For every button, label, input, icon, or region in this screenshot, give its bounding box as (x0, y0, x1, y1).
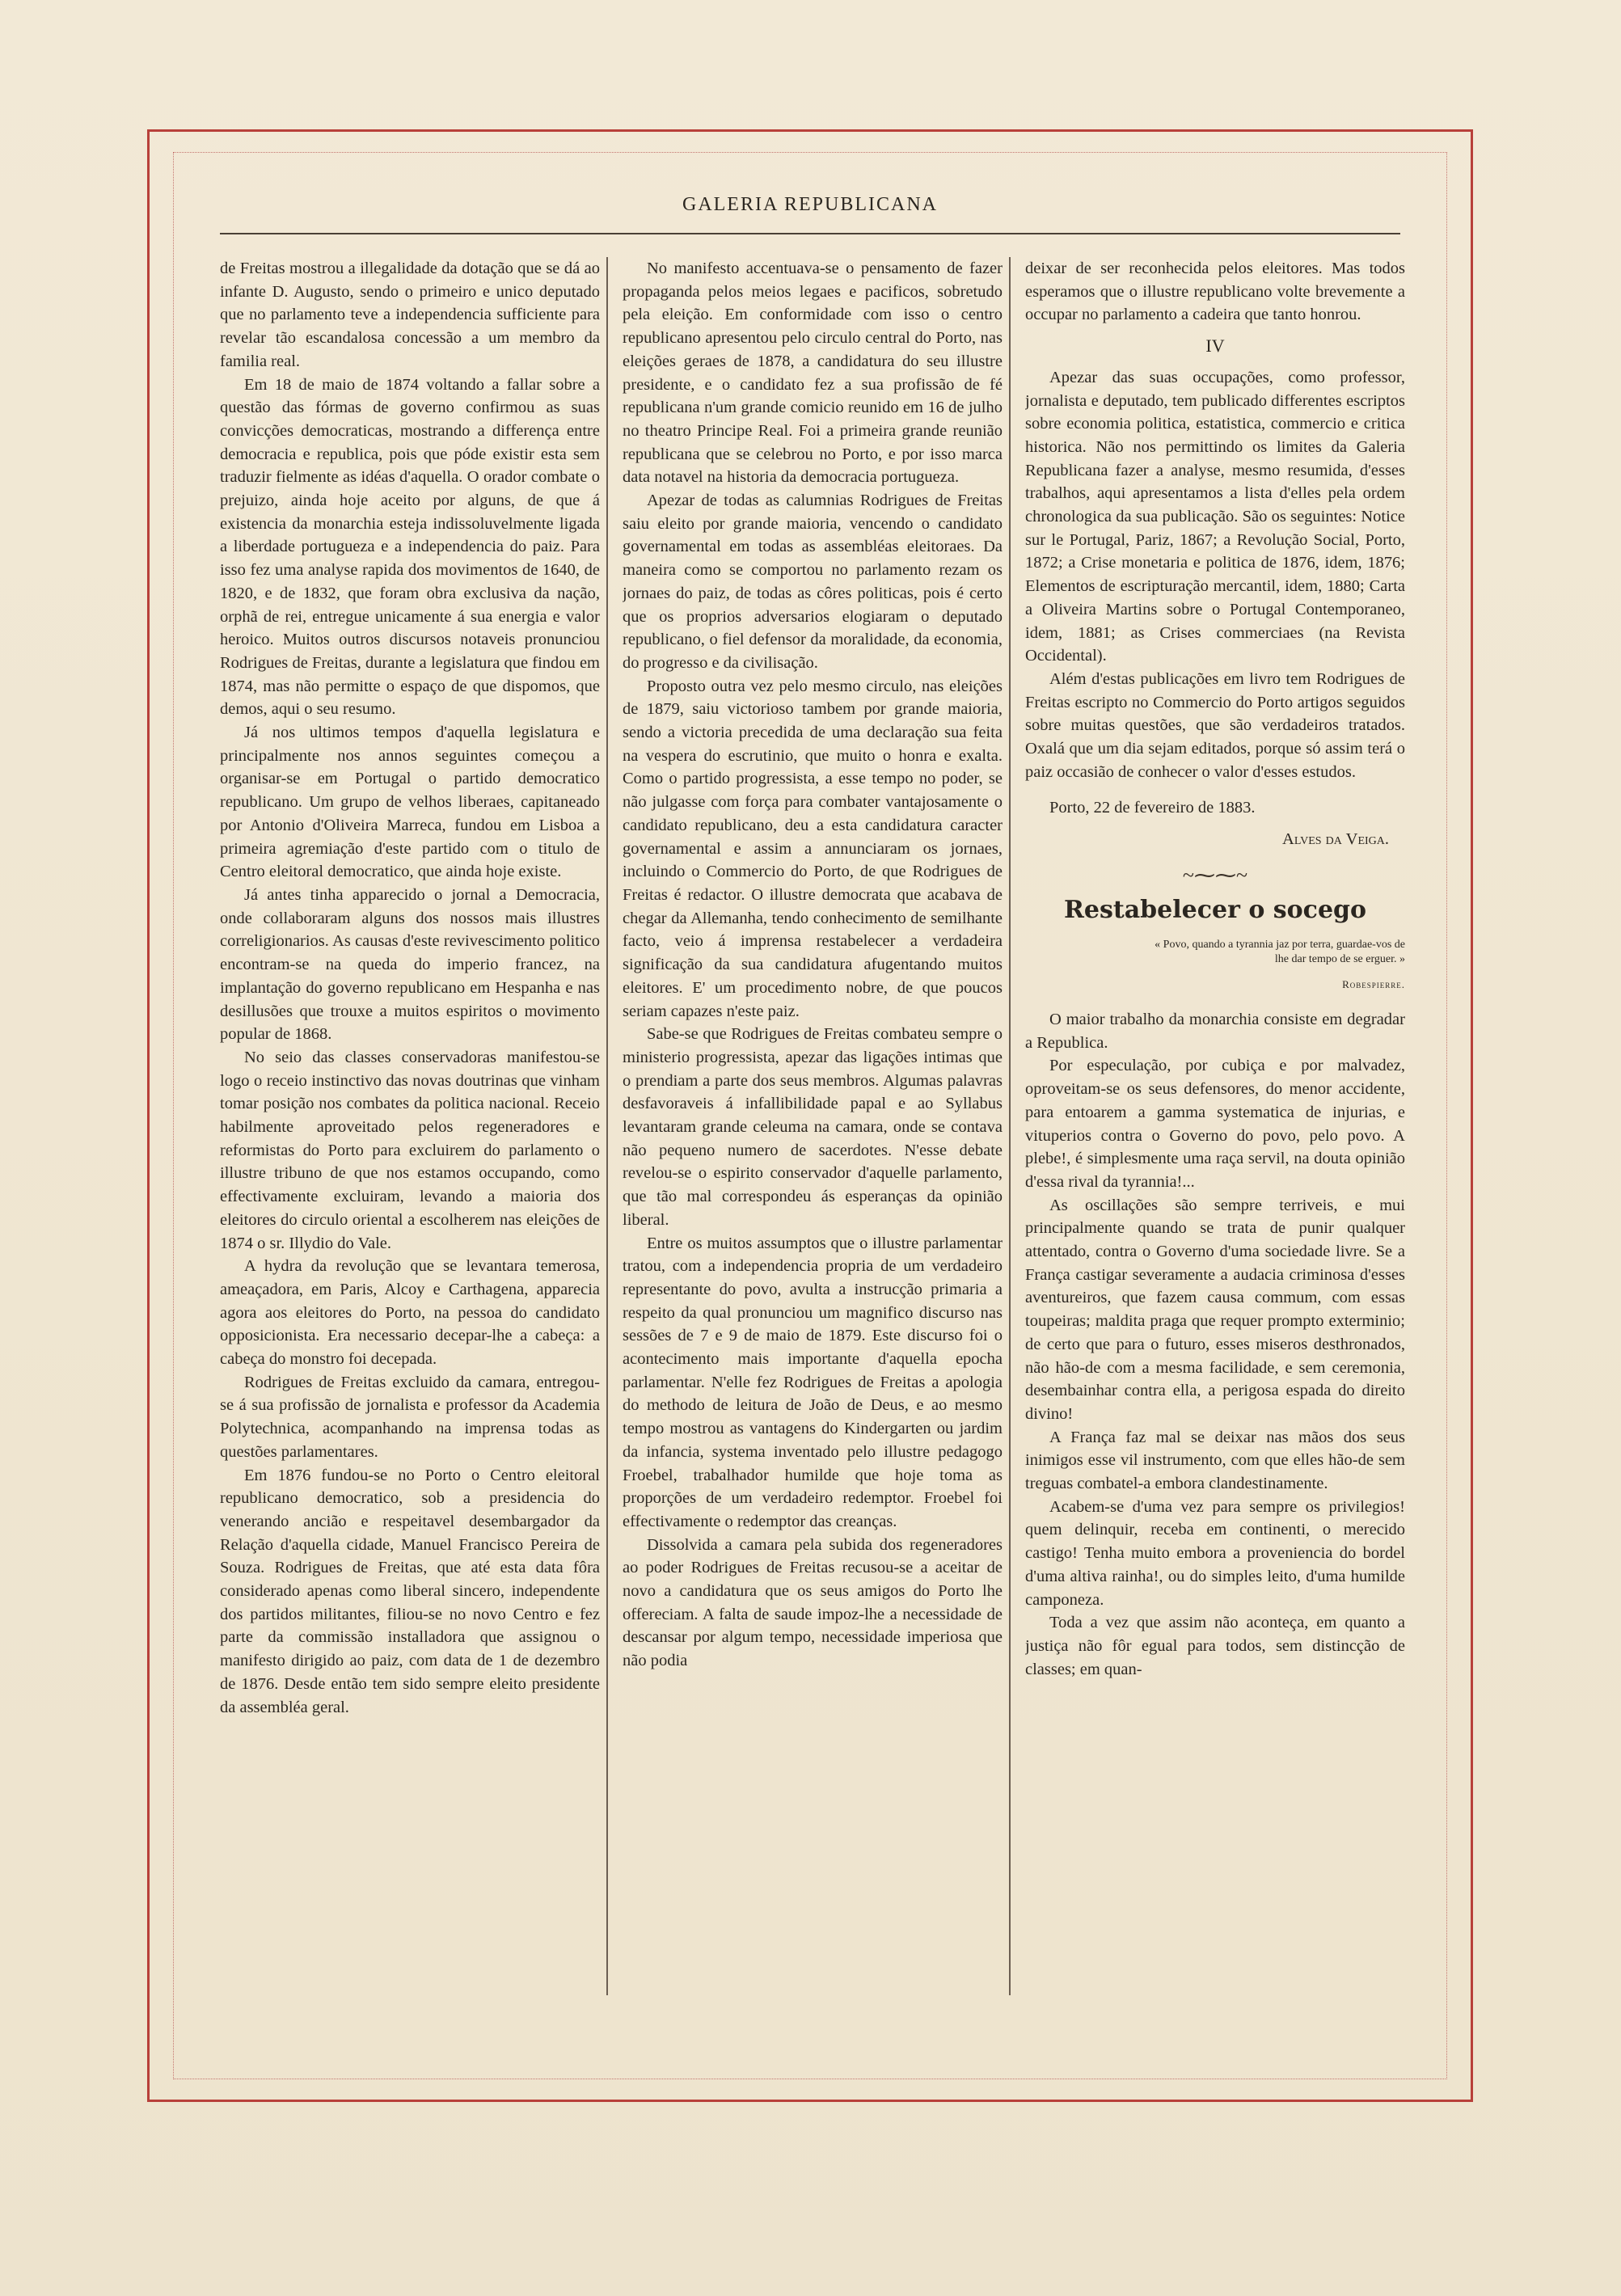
dateline: Porto, 22 de fevereiro de 1883. (1049, 799, 1256, 817)
paragraph: Por especulação, por cubiça e por malvadez, oproveitam-se os seus defensores, do menor accidente, para entoarem a gamma systematica de injurias, e vituperios contra o Governo do povo, pelo povo. A plebe!, é simplesmente uma raça servil, na douta opinião d'essa rival da tyrannia!... (1025, 1057, 1405, 1191)
paragraph: Rodrigues de Freitas excluido da camara, entregou-se á sua profissão de jornalista e professor da Academia Polytechnica, acompanhando na imprensa todas as questões parlamentares. (220, 1373, 600, 1461)
paragraph: No manifesto accentuava-se o pensamento de fazer propaganda pelos meios legaes e pacificos, sobretudo pela eleição. Em conformidade com isso o centro republicano apresentou pelo circulo central do Porto, nas eleições geraes de 1878, a candidatura do seu illustre presidente, e o candidato fez a sua profissão de fé republicana n'um grande comicio reunido em 16 de julho no theatro Principe Real. Foi a primeira grande reunião republicana que se celebrou no Porto, e por isso marca data notavel na historia da democracia portugueza. (623, 260, 1003, 487)
paragraph: No seio das classes conservadoras manifestou-se logo o receio instinctivo das novas doutrinas que vinham tomar posição nos combates da politica nacional. Receio habilmente aproveitado pelos regeneradores e reformistas do Porto para excluirem do parlamento o illustre tribuno de que nos estamos occupando, como effectivamente excluiram, levando a maioria dos eleitores do circulo oriental a escolherem nas eleições de 1874 o sr. Illydio do Vale. (220, 1048, 600, 1252)
paragraph: Sabe-se que Rodrigues de Freitas combateu sempre o ministerio progressista, apezar das ligações intimas que o prendiam a parte dos seus membros. Algumas palavras desfavoraveis á infallibilidade papal e ao Syllabus levantaram grande celeuma na camara, onde se contava não pequeno numero de sacerdotes. N'esse debate revelou-se o espirito conservador d'aquelle parlamento, que tão mal correspondeu ás esperanças da opinião liberal. (623, 1025, 1003, 1229)
paragraph: de Freitas mostrou a illegalidade da dotação que se dá ao infante D. Augusto, sendo o primeiro e unico deputado que no parlamento teve a independencia sufficiente para revelar tão escandalosa concessão a um membro da familia real. (220, 260, 600, 370)
paragraph: Já nos ultimos tempos d'aquella legislatura e principalmente nos annos seguintes começou a organisar-se em Portugal o partido democratico republicano. Um grupo de velhos liberaes, capitaneado por Antonio d'Oliveira Marreca, fundou em Lisboa a primeira agremiação d'este partido com o titulo de Centro eleitoral democratico, que ainda hoje existe. (220, 724, 600, 881)
paragraph: Em 18 de maio de 1874 voltando a fallar sobre a questão das fórmas de governo confirmou as suas convicções democraticas, mostrando a differença entre democracia e republica, pois que póde existir esta sem traduzir fielmente as idéas d'aquella. O orador combate o prejuizo, ainda hoje aceito por alguns, de que á existencia da monarchia esteja indissoluvelmente ligada a liberdade portugueza e a independencia do paiz. Para isso fez uma analyse rapida dos movimentos de 1640, de 1820, e de 1832, que foram obra exclusiva da nação, orphã de rei, entregue unicamente á sua energia e valor heroico. Muitos outros discursos notaveis pronunciou Rodrigues de Freitas, durante a legislatura que findou em 1874, mas não permitte o espaço de que dispomos, que demos, aqui o seu resumo. (220, 375, 600, 719)
paragraph: As oscillações são sempre terriveis, e mui principalmente quando se trata de punir qualquer attentado, contra o Governo d'uma sociedade livre. Se a França castigar severamente a audacia criminosa d'esses aventureiros, que fazem causa commum, com essas toupeiras; maldita praga que requer prompto exterminio; de certo que para o futuro, esses miseros desthronados, não hão-de com a mesma facilidade, e sem ceremonia, desembainhar contra ella, a perigosa espada do direito divino! (1025, 1196, 1405, 1423)
paragraph: Em 1876 fundou-se no Porto o Centro eleitoral republicano democratico, sob a presidencia do venerando ancião e respeitavel desembargador da Relação d'aquella cidade, Manuel Francisco Pereira de Souza. Rodrigues de Freitas, que até esta data fôra considerado apenas como liberal sincero, independente dos partidos militantes, filiou-se no novo Centro e fez parte da commissão installadora que assignou o manifesto dirigido ao paiz, com data de 1 de dezembro de 1876. Desde então tem sido sempre eleito presidente da assembléa geral. (220, 1466, 600, 1716)
epigraph: « Povo, quando a tyrannia jaz por terra, guardae-vos de lhe dar tempo de se erguer. » (1155, 939, 1405, 966)
column-divider (606, 257, 608, 1995)
column-1 (220, 257, 600, 1995)
paragraph: Apezar de todas as calumnias Rodrigues de Freitas saiu eleito por grande maioria, vencendo o candidato governamental em todas as assembléas eleitoraes. Da maneira como se comportou no parlamento rezam os jornaes do paiz, de todas as côres politicas, pois é certo que os proprios adversarios elogiaram o deputado republicano, o fiel defensor da moralidade, da economia, do progresso e da civilisação. (623, 492, 1003, 672)
paragraph: Acabem-se d'uma vez para sempre os privilegios! quem delinquir, receba em continenti, o merecido castigo! Tenha muito embora a proveniencia do bordel d'uma altiva rainha!, ou do simples leito, d'uma humilde camponeza. (1025, 1497, 1405, 1609)
paragraph: Toda a vez que assim não aconteça, em quanto a justiça não fôr egual para todos, sem distincção de classes; em quan- (1025, 1614, 1405, 1678)
paragraph: O maior trabalho da monarchia consiste em degradar a Republica. (1025, 1010, 1405, 1052)
article-title: Restabelecer o socego (1063, 895, 1367, 924)
column-2 (623, 257, 1003, 1995)
paragraph: deixar de ser reconhecida pelos eleitores. Mas todos esperamos que o illustre republicano volte brevemente a occupar no parlamento a cadeira que tanto honrou. (1025, 260, 1405, 324)
ornament-divider: ~⁓⁓~ (1182, 863, 1248, 887)
paragraph: Apezar das suas occupações, como professor, jornalista e deputado, tem publicado differentes escriptos sobre economia politica, estatistica, commercio e critica historica. Não nos permittindo os limites da Galeria Republicana fazer a analyse, mesmo resumida, d'esses trabalhos, aqui apresentamos a lista d'elles pela ordem chronologica da sua publicação. São os seguintes: Notice sur le Portugal, Pariz, 1867; a Revolução Social, Porto, 1872; a Crise monetaria e politica de 1876, idem, 1876; Elementos de escripturação mercantil, idem, 1880; Carta a Oliveira Martins sobre o Portugal Contemporaneo, idem, 1881; as Crises commerciaes (na Revista Occidental). (1025, 368, 1405, 665)
paragraph: A hydra da revolução que se levantara temerosa, ameaçadora, em Paris, Alcoy e Carthagena, apparecia agora aos eleitores do Porto, na pessoa do candidato opposicionista. Era necessario decepar-lhe a cabeça: a cabeça do monstro foi decepada. (220, 1257, 600, 1369)
epigraph-author: Robespierre. (1342, 978, 1405, 991)
paragraph: Dissolvida a camara pela subida dos regeneradores ao poder Rodrigues de Freitas recusou-se a aceitar de novo a candidatura que os seus amigos do Porto lhe offereciam. A falta de saude impoz-lhe a necessidade de descansar por algum tempo, necessidade imperiosa que não podia (623, 1535, 1003, 1670)
paragraph: Já antes tinha apparecido o jornal a Democracia, onde collaboraram alguns dos nossos mais illustres correligionarios. As causas d'este revivescimento politico encontram-se na queda do imperio francez, na implantação do governo republicano em Hespanha e nas desillusões que trouxe a muitos espiritos o movimento popular de 1868. (220, 885, 600, 1044)
author-signature: Alves da Veiga. (1282, 830, 1389, 849)
header-rule (220, 233, 1400, 234)
running-header: GALERIA REPUBLICANA (682, 194, 938, 215)
column-3 (1025, 257, 1405, 1995)
paragraph: Além d'estas publicações em livro tem Rodrigues de Freitas escripto no Commercio do Porto artigos seguidos sobre muitas questões, que são verdadeiros tratados. Oxalá que um dia sejam editados, porque só assim terá o paiz occasião de conhecer o valor d'esses estudos. (1025, 669, 1405, 781)
section-number: IV (1205, 336, 1225, 357)
paragraph: Entre os muitos assumptos que o illustre parlamentar tratou, com a independencia propria de um verdadeiro representante do povo, avulta a instrucção primaria a respeito da qual pronunciou um magnifico discurso nas sessões de 7 e 9 de maio de 1879. Este discurso foi o acontecimento mais importante d'aquella epocha parlamentar. N'elle fez Rodrigues de Freitas a apologia do methodo de leitura de João de Deus, e ao mesmo tempo mostrou as vantagens do Kindergarten ou jardim da infancia, systema inventado pelo illustre pedagogo Froebel, trabalhador humilde que hoje toma as proporções de um verdadeiro redemptor. Froebel foi effectivamente o redemptor das creanças. (623, 1234, 1003, 1530)
paragraph: A França faz mal se deixar nas mãos dos seus inimigos esse vil instrumento, com que elles hão-de sem treguas combatel-a embora clandestinamente. (1025, 1428, 1405, 1493)
paragraph: Proposto outra vez pelo mesmo circulo, nas eleições de 1879, saiu victorioso tambem por grande maioria, sendo a victoria precedida de uma declaração sua feita na vespera do escrutinio, que muito o honra e exalta. Como o partido progressista, a esse tempo no poder, se não julgasse com força para combater vantajosamente o candidato republicano, deu a esta candidatura caracter governamental e assim a annunciaram os jornaes, incluindo o Commercio do Porto, de que Rodrigues de Freitas é redactor. O illustre democrata que acabava de chegar da Allemanha, tendo conhecimento de semilhante facto, veio á imprensa restabelecer a verdadeira significação da sua candidatura afugentando muitos eleitores. E' um procedimento nobre, de que poucos seriam capazes n'este paiz. (623, 677, 1003, 1020)
column-divider (1009, 257, 1011, 1995)
